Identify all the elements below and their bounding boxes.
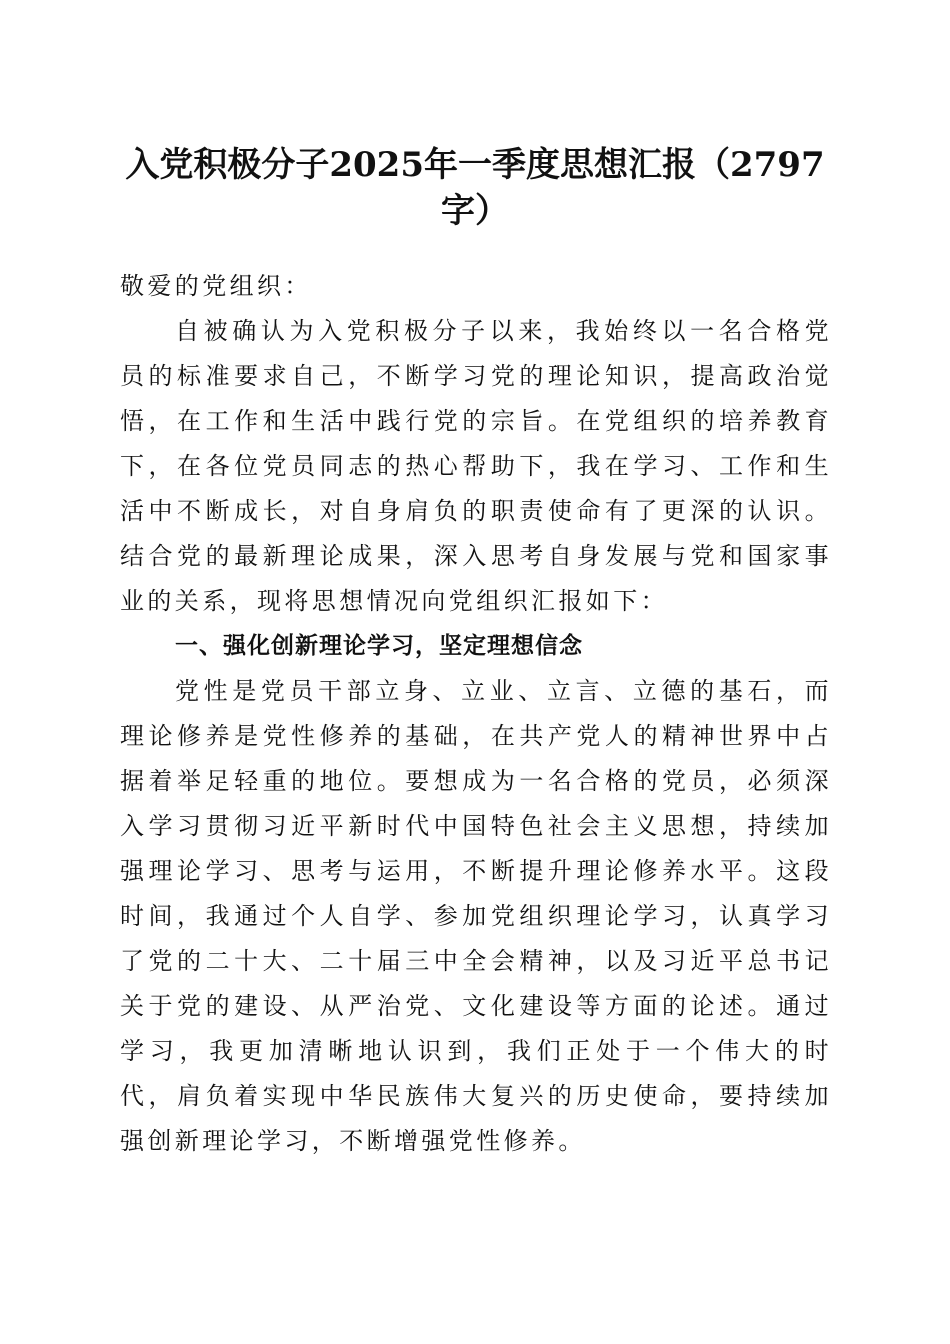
salutation: 敬爱的党组织： [120,272,312,300]
section-heading: 一、强化创新理论学习，坚定理想信念 [175,633,583,659]
section-paragraph: 党性是党员干部立身、立业、立言、立德的基石，而理论修养是党性修养的基础，在共产党人的精神世界中占据着举足轻重的地位。要想成为一名合格的党员，必须深入学习贯彻习近平新时代中国特色社会主义思想，持续加强理论学习、思考与运用，不断提升理论修养水平。这段时间，我通过个人自学、参加党组织理论学习，认真学习了党的二十大、二十届三中全会精神，以及习近平总书记关于党的建设、从严治党、文化建设等方面的论述。通过学习，我更加清晰地认识到，我们正处于一个伟大的时代，肩负着实现中华民族伟大复兴的历史使命，要持续加强创新理论学习，不断增强党性修养。 [120,677,832,1155]
intro-paragraph: 自被确认为入党积极分子以来，我始终以一名合格党员的标准要求自己，不断学习党的理论知识，提高政治觉悟，在工作和生活中践行党的宗旨。在党组织的培养教育下，在各位党员同志的热心帮助下，我在学习、工作和生活中不断成长，对自身肩负的职责使命有了更深的认识。结合党的最新理论成果，深入思考自身发展与党和国家事业的关系，现将思想情况向党组织汇报如下： [120,317,832,615]
document-body [120,264,832,1164]
document-title: 入党积极分子2025年一季度思想汇报（2797字） [125,145,825,231]
